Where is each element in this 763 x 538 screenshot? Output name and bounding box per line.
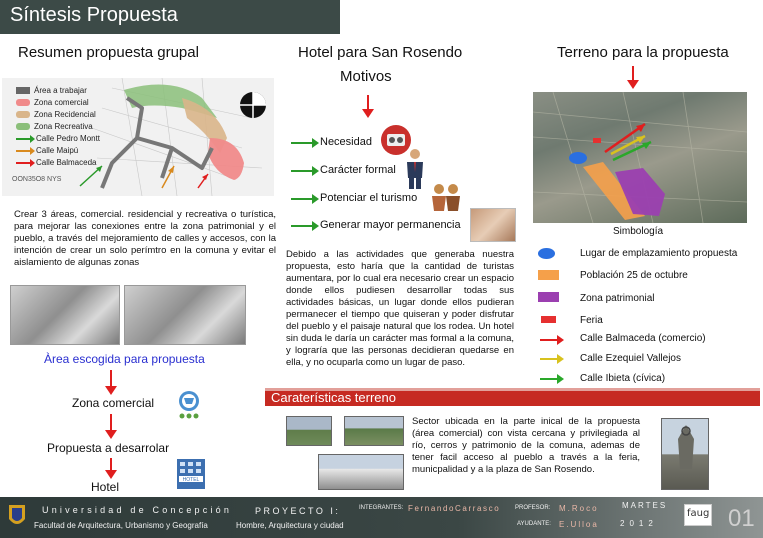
swatch-icon — [16, 87, 30, 94]
sketch-image-2 — [124, 285, 246, 345]
sheet-number: 01 — [728, 505, 755, 532]
site-photo-3 — [318, 454, 404, 490]
caracteristicas-bar — [265, 388, 760, 406]
businessman-icon — [404, 148, 426, 190]
caracteristicas-paragraph: Sector ubicada en la parte inical de la propuesta (área comercial) con vista cercana y privilegiada al río, cerros y patrimonio de la comuna, ademas de tener facil acceso al pueblo a través a la feria, municpalidad y a la plaza de San Rosendo. — [412, 416, 640, 475]
university-name: Universidad de Concepción — [42, 505, 233, 515]
simbologia-emplazamiento: Lugar de emplazamiento propuesta — [580, 248, 738, 259]
legend-zona-residencial — [16, 110, 96, 119]
flow-arrow-2 — [110, 414, 112, 431]
legend-label: Área a trabajar — [34, 86, 87, 95]
arrow-right-icon — [291, 198, 313, 200]
arrow-right-icon — [540, 378, 558, 380]
flow-arrow-1 — [110, 370, 112, 387]
map-note: OON35O8 NYS — [12, 176, 62, 183]
legend-zona-recreativa — [16, 122, 93, 131]
ayudante-value: E.Ulloa — [559, 520, 599, 529]
sketch-image-1 — [10, 285, 120, 345]
day-label: MARTES — [622, 501, 668, 510]
flow-propuesta: Propuesta a desarrolar — [47, 441, 170, 455]
arrow-right-icon — [291, 142, 313, 144]
swatch-icon — [16, 123, 30, 130]
simbologia-poblacion: Población 25 de octubre — [580, 270, 688, 281]
aerial-site-photo — [533, 92, 747, 223]
simbologia-title: Simbología — [613, 226, 664, 237]
legend-label: Zona comercial — [34, 98, 89, 107]
arrow-right-icon — [16, 138, 32, 140]
site-photo-2 — [344, 416, 404, 446]
integrantes-label: INTEGRANTES: — [359, 505, 404, 511]
simbologia-patrimonial: Zona patrimonial — [580, 293, 655, 304]
left-heading: Resumen propuesta grupal — [18, 44, 199, 61]
arrow-right-icon — [16, 162, 32, 164]
motivos-heading: Motivos — [340, 68, 392, 85]
tourists-icon — [430, 182, 462, 212]
orange-symbol-icon — [538, 270, 559, 280]
flow-zona-comercial: Zona comercial — [72, 396, 155, 410]
motivo-permanencia: Generar mayor permanencia — [320, 219, 461, 231]
site-photo-1 — [286, 416, 332, 446]
motivo-turismo: Potenciar el turismo — [320, 192, 418, 204]
purple-symbol-icon — [538, 292, 559, 302]
faug-logo — [684, 504, 712, 526]
mine-tower-photo — [661, 418, 709, 490]
university-shield-icon — [8, 503, 26, 529]
hotel-building-icon — [174, 456, 208, 490]
legend-area-trabajar — [16, 86, 87, 95]
legend-label: Zona Recreativa — [34, 122, 93, 131]
legend-label: Calle Balmaceda — [36, 158, 97, 167]
legend-pedro-montt — [16, 134, 100, 143]
project-subtitle: Hombre, Arquitectura y ciudad — [236, 521, 344, 530]
legend-zona-comercial — [16, 98, 89, 107]
integrantes-value: FernandoCarrasco — [408, 504, 501, 513]
ellipse-symbol-icon — [538, 248, 555, 259]
right-heading: Terreno para la propuesta — [557, 44, 729, 61]
simbologia-balmaceda: Calle Balmaceda (comercio) — [580, 333, 706, 344]
title-bar — [0, 0, 340, 34]
aerial-overlay — [533, 92, 747, 223]
svg-text:HOTEL: HOTEL — [182, 477, 200, 483]
compass-icon — [238, 90, 268, 120]
group-proposal-map — [2, 78, 274, 196]
project-title: PROYECTO I: — [255, 506, 341, 516]
flow-hotel: Hotel — [91, 480, 120, 494]
profesor-value: M.Roco — [559, 504, 599, 513]
simbologia-ibieta: Calle Ibieta (cívica) — [580, 373, 666, 384]
middle-paragraph: Debido a las actividades que generaba nuestra propuesta, esto haría que la cantidad de turistas aumentara, por lo cual era necesario crear un espacio donde ellos pudiesen desarrollar todas sus actividades básicas, un lugar donde ellos pudieran permanecer el tiempo que quiseran y poder disfrutar del pueblo y el paisaje natural que los rodea. Un hotel sin duda le daría un carácter mas formal a la comuna, y lograría que las personas decidieran quedarse en ella, y no ocuparla como un lugar de paso. — [286, 249, 514, 368]
caracteristicas-title: Caraterísticas terreno — [271, 390, 396, 405]
ayudante-label: AYUDANTE: — [517, 521, 551, 527]
swatch-icon — [16, 99, 30, 106]
legend-balmaceda — [16, 158, 96, 167]
page-title: Síntesis Propuesta — [10, 4, 178, 26]
legend-label: Calle Pedro Montt — [36, 134, 101, 143]
simbologia-vallejos: Calle Ezequiel Vallejos — [580, 353, 681, 364]
legend-label: Calle Maipú — [36, 146, 79, 155]
swatch-icon — [16, 111, 30, 118]
footer — [0, 497, 763, 538]
tower-silhouette — [662, 419, 710, 491]
flow-arrow-3 — [110, 458, 112, 471]
arrow-right-icon — [540, 339, 558, 341]
motivo-caracter-formal: Carácter formal — [320, 164, 396, 176]
simbologia-feria: Feria — [580, 315, 603, 326]
arrow-right-icon — [291, 225, 313, 227]
left-paragraph: Crear 3 áreas, comercial. residencial y recreativa o turística, para mejorar las conexiones entre la zona patrimonial y el pueblo, a través del mejoramiento de calles y accesos, con la intención de crear un solo perímtro en la comuna y evitar el aislamiento de algunas zonas — [14, 209, 276, 268]
faculty-name: Facultad de Arquitectura, Urbanismo y Geografía — [34, 521, 208, 530]
faug-logo-text: faug — [687, 508, 710, 519]
profesor-label: PROFESOR: — [515, 505, 551, 511]
arrow-right-icon — [291, 170, 313, 172]
year-label: 2012 — [620, 519, 658, 528]
area-escogida-label: Àrea escogida para propuesta — [44, 352, 205, 366]
legend-label: Zona Recidencial — [34, 110, 96, 119]
feria-symbol-icon — [541, 316, 556, 323]
middle-heading: Hotel para San Rosendo — [298, 44, 463, 61]
motivo-necesidad: Necesidad — [320, 136, 372, 148]
arrow-right-icon — [540, 358, 558, 360]
arrow-right-icon — [16, 150, 32, 152]
legend-maipu — [16, 146, 78, 155]
shopping-cart-icon — [176, 390, 202, 420]
terreno-arrow — [632, 66, 634, 81]
motivos-arrow — [367, 95, 369, 110]
people-photo — [470, 208, 516, 242]
